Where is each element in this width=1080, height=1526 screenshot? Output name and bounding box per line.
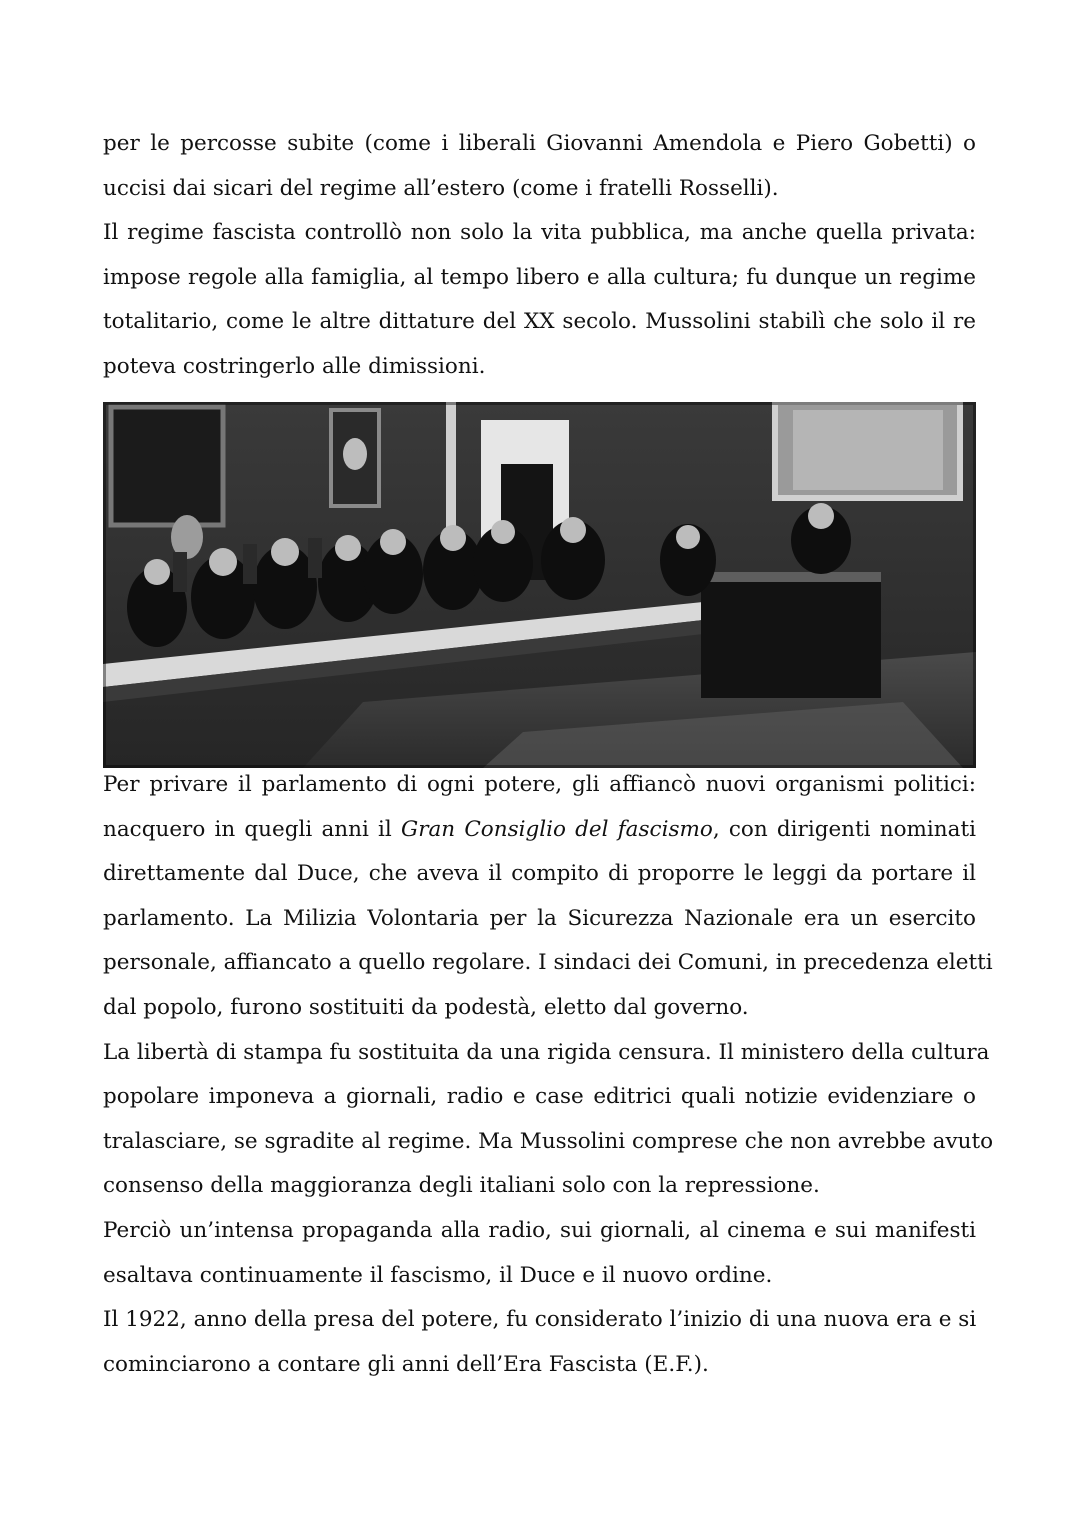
text-line: Il regime fascista controllò non solo la vita pubblica, ma anche quella privata: [103, 220, 976, 246]
text-line: dal popolo, furono sostituiti da podestà, eletto dal governo. [103, 994, 749, 1020]
italic-term: Gran Consiglio del fascismo [401, 816, 713, 842]
text-line: consenso della maggioranza degli italiani solo con la repressione. [103, 1173, 820, 1199]
text-line: Perciò un’intensa propaganda alla radio, sui giornali, al cinema e sui manifesti [103, 1217, 976, 1243]
text-block-top [103, 122, 976, 390]
text-segment: nacquero in quegli anni il [103, 816, 402, 842]
text-line: Il 1922, anno della presa del potere, fu considerato l’inizio di una nuova era e si [103, 1307, 977, 1333]
photo-image [103, 402, 976, 768]
text-line: poteva costringerlo alle dimissioni. [103, 353, 486, 379]
text-line [103, 808, 976, 853]
text-line: uccisi dai sicari del regime all’estero (come i fratelli Rosselli). [103, 175, 779, 201]
text-line: totalitario, come le altre dittature del XX secolo. Mussolini stabilì che solo il re [103, 309, 976, 335]
text-line: tralasciare, se sgradite al regime. Ma Mussolini comprese che non avrebbe avuto [103, 1128, 994, 1154]
text-line: La libertà di stampa fu sostituita da una rigida censura. Il ministero della cultura [103, 1039, 990, 1065]
text-block-bottom [103, 763, 994, 1387]
text-line: popolare imponeva a giornali, radio e case editrici quali notizie evidenziare o [103, 1084, 976, 1110]
text-line: parlamento. La Milizia Volontaria per la Sicurezza Nazionale era un esercito [103, 905, 976, 931]
text-line: per le percosse subite (come i liberali Giovanni Amendola e Piero Gobetti) o [103, 131, 976, 156]
text-line: cominciarono a contare gli anni dell’Era Fascista (E.F.). [103, 1351, 709, 1377]
text-line: direttamente dal Duce, che aveva il compito di proporre le leggi da portare il [103, 861, 976, 887]
historical-photo [103, 402, 976, 768]
text-line: impose regole alla famiglia, al tempo libero e alla cultura; fu dunque un regime [103, 264, 976, 290]
text-segment: , con dirigenti nominati [712, 816, 976, 842]
text-line: esaltava continuamente il fascismo, il Duce e il nuovo ordine. [103, 1262, 773, 1288]
text-line: personale, affiancato a quello regolare. I sindaci dei Comuni, in precedenza eletti [103, 950, 993, 976]
text-line: Per privare il parlamento di ogni potere, gli affiancò nuovi organismi politici: [103, 772, 976, 797]
